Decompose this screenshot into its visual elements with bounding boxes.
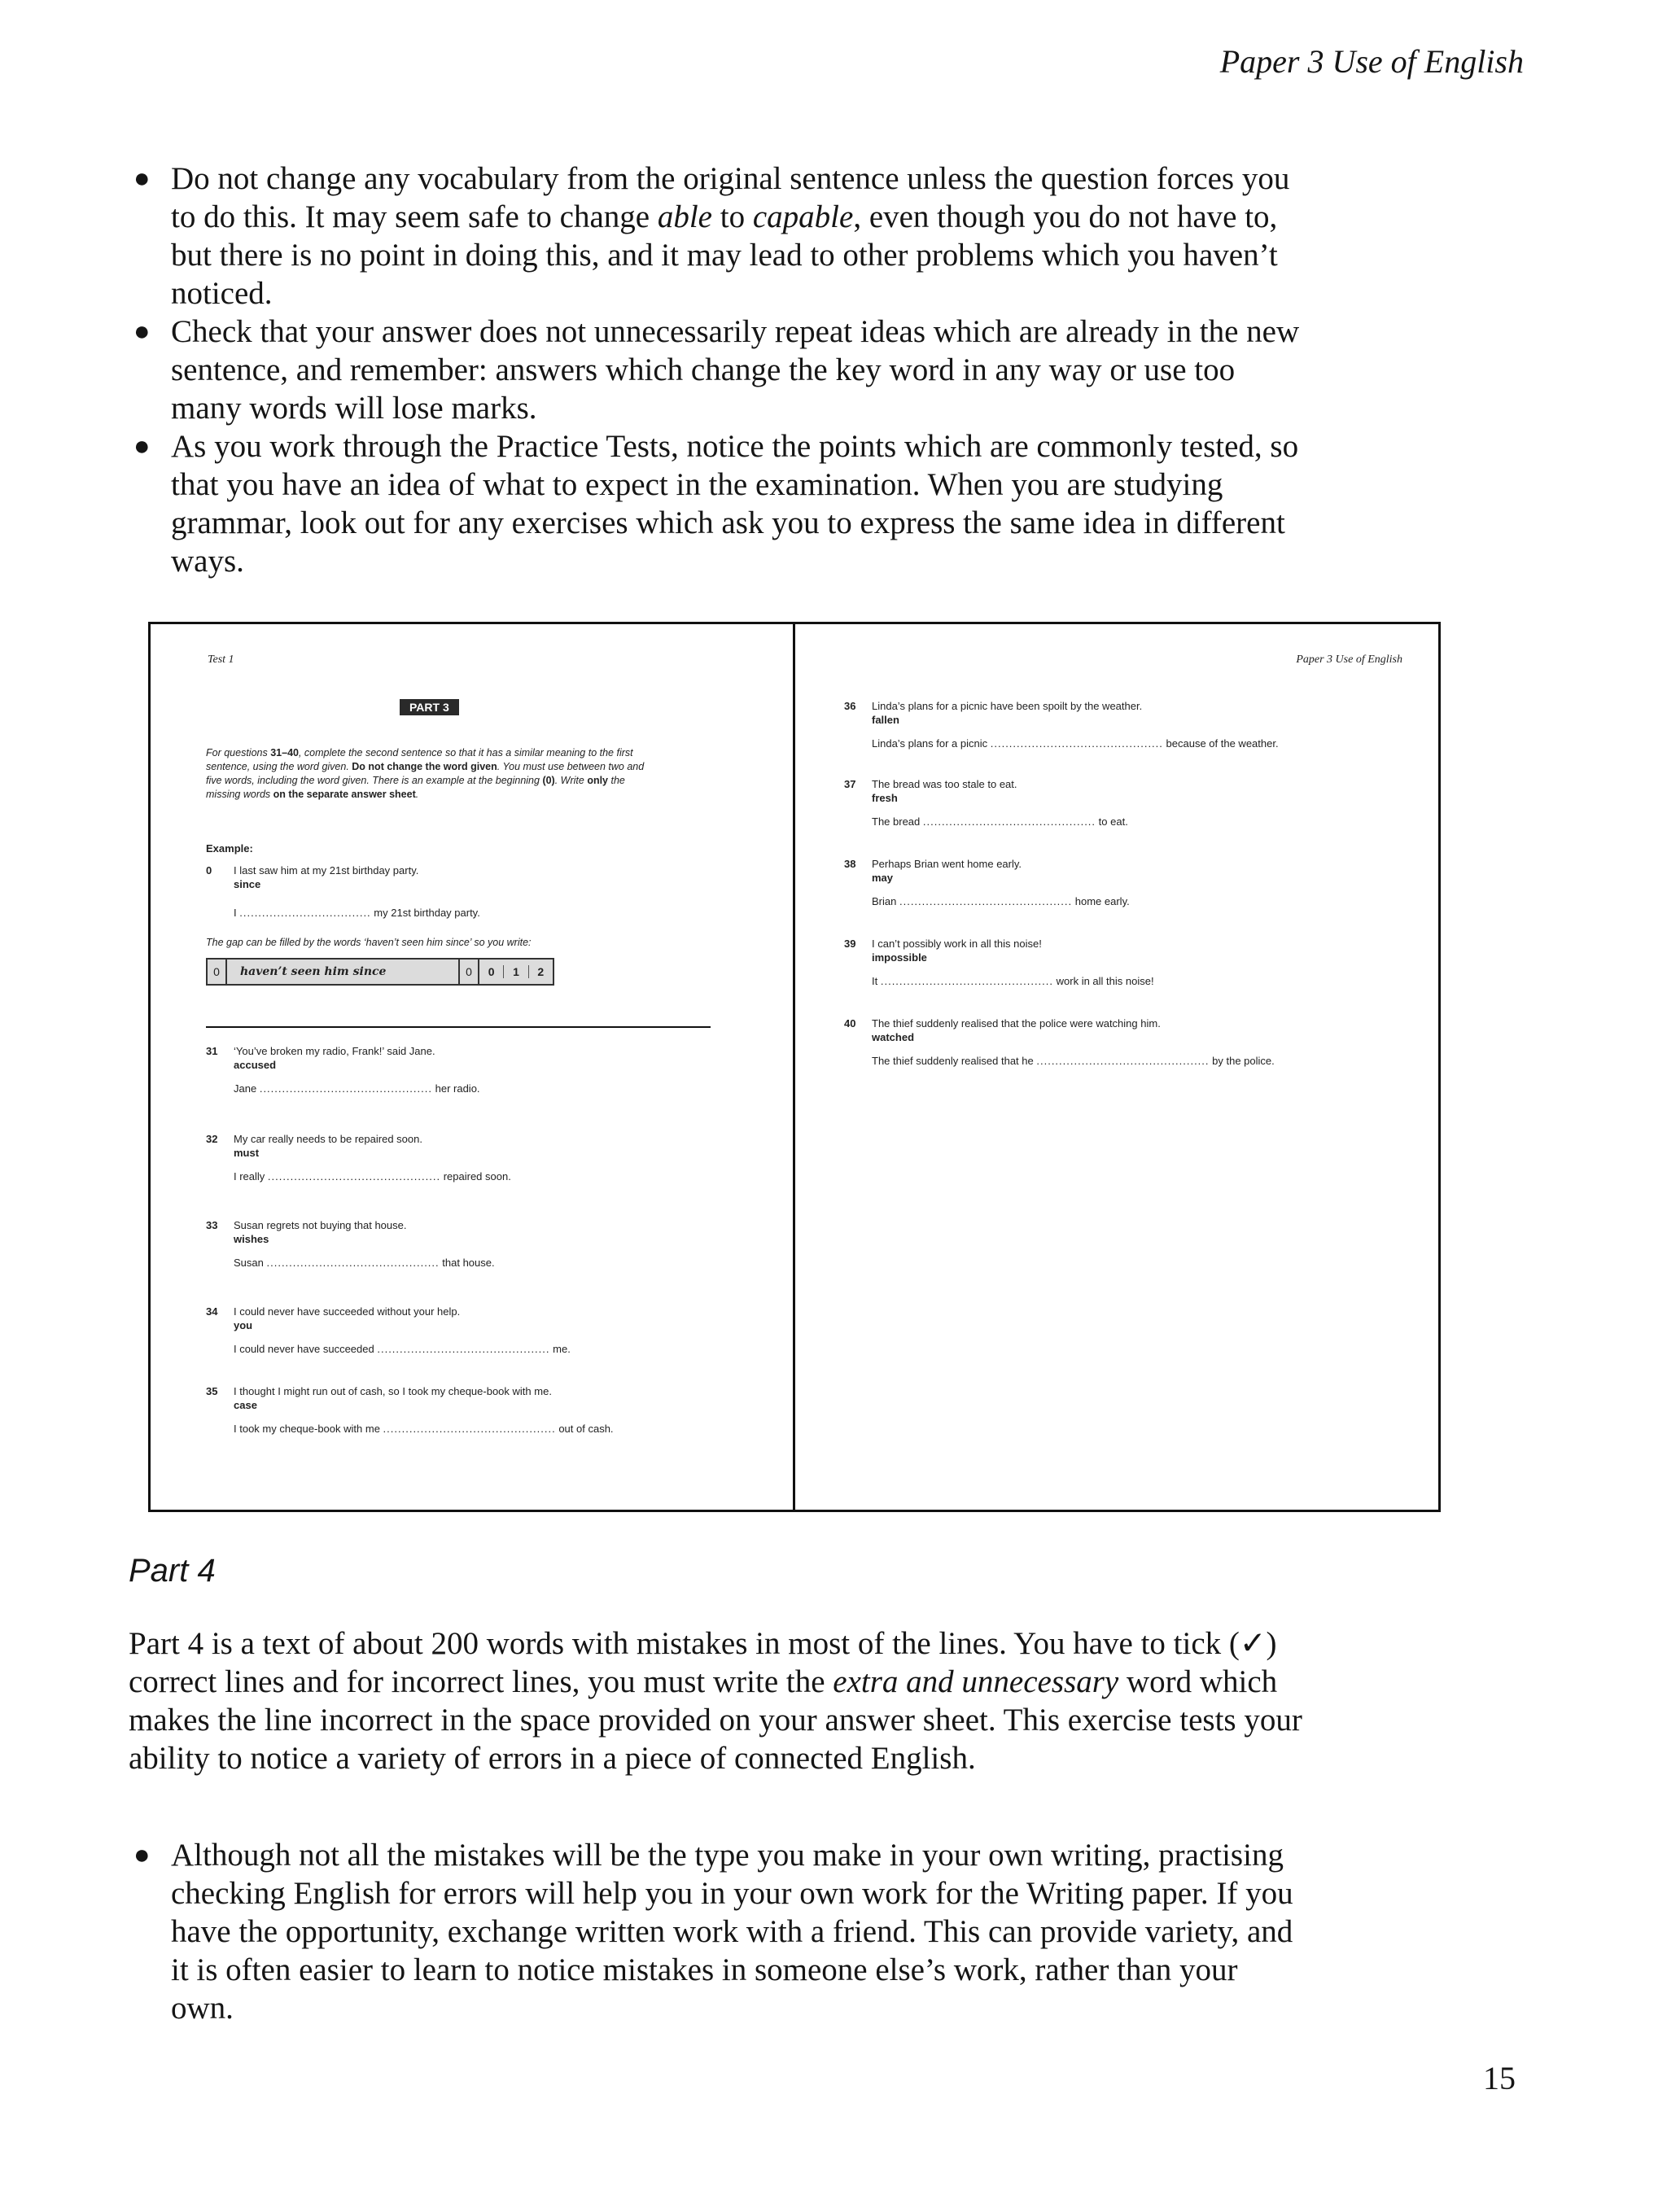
answer-grid-mark: 0: [479, 965, 504, 978]
question-sentence: I can’t possibly work in all this noise!: [872, 938, 1042, 950]
question-sentence: Susan regrets not buying that house.: [234, 1219, 407, 1231]
answer-grid-handwriting: haven’t seen him since: [227, 960, 460, 984]
question-37: [844, 777, 1365, 828]
answer-start: Jane: [234, 1082, 257, 1095]
question-sentence: Perhaps Brian went home early.: [872, 858, 1022, 870]
question-key-word: fresh: [872, 792, 898, 804]
question-answer-line: [872, 974, 1365, 988]
question-36: [844, 699, 1365, 750]
instruction-bold: on the separate answer sheet: [273, 789, 416, 800]
part4-bullet-list: [130, 1836, 1302, 2027]
question-39: [844, 937, 1365, 988]
example-number: 0: [206, 864, 212, 876]
answer-start: I: [234, 907, 237, 919]
paragraph-text-italic: extra and unnecessary: [833, 1664, 1119, 1699]
question-31: [206, 1044, 727, 1095]
question-answer-line: [234, 1256, 727, 1270]
bullet-text-part: Although not all the mistakes will be the type you make in your own writing, practising checking English for errors will help you in your own work for the Writing paper. If you have the opportunity, exchange written work with a friend. This can provide variety, and it is often easier to learn to notice mistakes in someone else’s work, rather than your own.: [171, 1838, 1293, 2026]
answer-dots: ..............................................: [383, 1423, 556, 1435]
question-sentence: I thought I might run out of cash, so I took my cheque-book with me.: [234, 1385, 552, 1397]
advice-bullet-item: [130, 427, 1302, 580]
question-answer-line: [872, 815, 1365, 828]
answer-start: The thief suddenly realised that he: [872, 1055, 1034, 1067]
instruction-text: . Write: [554, 775, 588, 786]
question-number: 36: [844, 700, 856, 712]
question-number: 35: [206, 1385, 218, 1397]
instruction-text: .: [415, 789, 419, 800]
answer-end: work in all this noise!: [1056, 975, 1154, 987]
left-page-header: Test 1: [208, 654, 234, 666]
question-answer-line: [234, 1082, 727, 1095]
example-note: The gap can be filled by the words ‘haven’t seen him since’ so you write:: [206, 937, 532, 948]
sample-right-page: [795, 624, 1438, 1510]
bullet-text-part: to: [712, 199, 753, 234]
instruction-bold: (0): [542, 775, 555, 786]
bullet-text-part: Do not change any vocabulary from the original sentence unless the question forces you to do this. It may seem safe to change: [171, 161, 1290, 234]
question-key-word: may: [872, 872, 894, 884]
question-sentence: ‘You’ve broken my radio, Frank!’ said Jane.: [234, 1045, 435, 1057]
question-number: 38: [844, 858, 856, 870]
answer-start: I really: [234, 1170, 265, 1183]
question-number: 37: [844, 778, 856, 790]
question-key-word: you: [234, 1319, 253, 1331]
answer-grid-number: 0: [208, 960, 227, 984]
advice-bullet-item: [130, 160, 1302, 313]
bullet-dot-icon: ●: [133, 317, 151, 347]
question-answer-line: [872, 894, 1365, 908]
answer-dots: ..............................................: [377, 1343, 550, 1355]
example-question: [206, 863, 662, 891]
section-divider: [206, 1026, 711, 1028]
question-key-word: must: [234, 1147, 260, 1159]
example-label: Example:: [206, 842, 253, 855]
answer-dots: ..............................................: [259, 1082, 432, 1095]
instruction-text: , complete the second sentence so that it has a similar meaning to the first sentence, using the word given.: [206, 747, 633, 772]
advice-bullet-list: [130, 160, 1302, 580]
answer-dots: ..............................................: [880, 975, 1054, 987]
question-40: [844, 1016, 1365, 1068]
right-page-header: Paper 3 Use of English: [1296, 654, 1402, 666]
page-number: 15: [1483, 2060, 1516, 2096]
part-badge: PART 3: [400, 699, 459, 715]
answer-start: Susan: [234, 1257, 264, 1269]
bullet-text-italic: capable: [752, 199, 854, 234]
answer-grid-example: [206, 958, 554, 986]
question-answer-line: [872, 1054, 1365, 1068]
answer-grid-mark: 1: [504, 965, 528, 978]
answer-grid-mark: 2: [537, 965, 545, 978]
part3-instructions: [206, 746, 645, 802]
bullet-text-italic: able: [657, 199, 712, 234]
example-key-word: since: [234, 878, 261, 890]
instruction-bold: only: [587, 775, 609, 786]
bullet-dot-icon: ●: [133, 1840, 151, 1870]
answer-start: It: [872, 975, 878, 987]
paragraph-text: word which makes the line incorrect in the space provided on your answer sheet. This exercise tests your ability to notice a variety of errors in a piece of connected English.: [129, 1664, 1302, 1776]
question-sentence: Linda’s plans for a picnic have been spoilt by the weather.: [872, 700, 1143, 712]
question-33: [206, 1218, 727, 1270]
bullet-text-part: Check that your answer does not unnecessarily repeat ideas which are already in the new sentence, and remember: answers which change the key word in any way or use too many words will lose marks.: [171, 314, 1300, 426]
question-answer-line: [234, 1342, 727, 1356]
answer-end: because of the weather.: [1166, 737, 1279, 750]
answer-grid-marks-label: 0: [460, 960, 479, 984]
running-head: Paper 3 Use of English: [1219, 43, 1524, 80]
bullet-text-part: , even though you do not have to, but there is no point in doing this, and it may lead to other problems which you haven’t noticed.: [171, 199, 1278, 311]
part4-paragraph: [129, 1624, 1325, 1777]
question-34: [206, 1305, 727, 1356]
sample-left-page: [151, 624, 795, 1510]
instruction-text: . You must use between two and five words, including the word given. There is an example at the beginning: [206, 761, 645, 786]
sample-test-spread: [148, 622, 1441, 1512]
answer-start: The bread: [872, 815, 921, 828]
instruction-text: the missing words: [206, 775, 625, 800]
part4-heading: Part 4: [129, 1553, 216, 1589]
question-answer-line: [234, 1169, 727, 1183]
question-key-word: wishes: [234, 1233, 269, 1245]
answer-dots: ..............................................: [1036, 1055, 1210, 1067]
question-38: [844, 857, 1365, 908]
answer-grid-marks: [479, 960, 553, 984]
part4-bullet-item: [130, 1836, 1302, 2027]
answer-start: I could never have succeeded: [234, 1343, 374, 1355]
answer-end: home early.: [1074, 895, 1130, 907]
instruction-bold: Do not change the word given: [352, 761, 497, 772]
question-key-word: impossible: [872, 951, 927, 964]
example-sentence: I last saw him at my 21st birthday party.: [234, 864, 419, 876]
answer-end: that house.: [442, 1257, 495, 1269]
example-answer-line: [234, 906, 480, 920]
answer-dots: ..............................................: [267, 1170, 441, 1183]
answer-start: Brian: [872, 895, 897, 907]
advice-bullet-item: [130, 313, 1302, 427]
question-sentence: My car really needs to be repaired soon.: [234, 1133, 422, 1145]
question-sentence: The bread was too stale to eat.: [872, 778, 1017, 790]
question-sentence: I could never have succeeded without your help.: [234, 1305, 461, 1318]
question-key-word: accused: [234, 1059, 277, 1071]
question-key-word: case: [234, 1399, 257, 1411]
instruction-bold: 31–40: [270, 747, 299, 758]
answer-end: by the police.: [1212, 1055, 1275, 1067]
question-35: [206, 1384, 727, 1436]
question-key-word: fallen: [872, 714, 899, 726]
question-sentence: The thief suddenly realised that the police were watching him.: [872, 1017, 1161, 1029]
bullet-dot-icon: ●: [133, 431, 151, 461]
answer-dots: ..............................................: [266, 1257, 440, 1269]
answer-end: her radio.: [435, 1082, 480, 1095]
question-answer-line: [234, 1422, 727, 1436]
answer-dots: ...................................: [239, 907, 371, 919]
question-number: 32: [206, 1133, 218, 1145]
paragraph-text: Part 4 is a text of about 200 words with mistakes in most of the lines. You have to tick (✓) correct lines and for incorrect lines, you must write the: [129, 1626, 1277, 1699]
answer-dots: ..............................................: [990, 737, 1163, 750]
question-32: [206, 1132, 727, 1183]
question-number: 34: [206, 1305, 218, 1318]
answer-start: I took my cheque-book with me: [234, 1423, 380, 1435]
question-key-word: watched: [872, 1031, 915, 1043]
answer-dots: ..............................................: [922, 815, 1096, 828]
answer-dots: ..............................................: [899, 895, 1073, 907]
answer-end: repaired soon.: [443, 1170, 511, 1183]
answer-end: to eat.: [1098, 815, 1128, 828]
answer-end: me.: [553, 1343, 571, 1355]
bullet-dot-icon: ●: [133, 164, 151, 194]
question-number: 33: [206, 1219, 218, 1231]
question-answer-line: [872, 737, 1365, 750]
question-number: 31: [206, 1045, 218, 1057]
answer-start: Linda’s plans for a picnic: [872, 737, 988, 750]
instruction-text: For questions: [206, 747, 271, 758]
question-number: 39: [844, 938, 856, 950]
answer-end: my 21st birthday party.: [374, 907, 480, 919]
answer-end: out of cash.: [558, 1423, 614, 1435]
bullet-text-part: As you work through the Practice Tests, notice the points which are commonly tested, so that you have an idea of what to expect in the examination. When you are studying grammar, look out for any exercises which ask you to express the same idea in different ways.: [171, 429, 1299, 579]
question-number: 40: [844, 1017, 856, 1029]
